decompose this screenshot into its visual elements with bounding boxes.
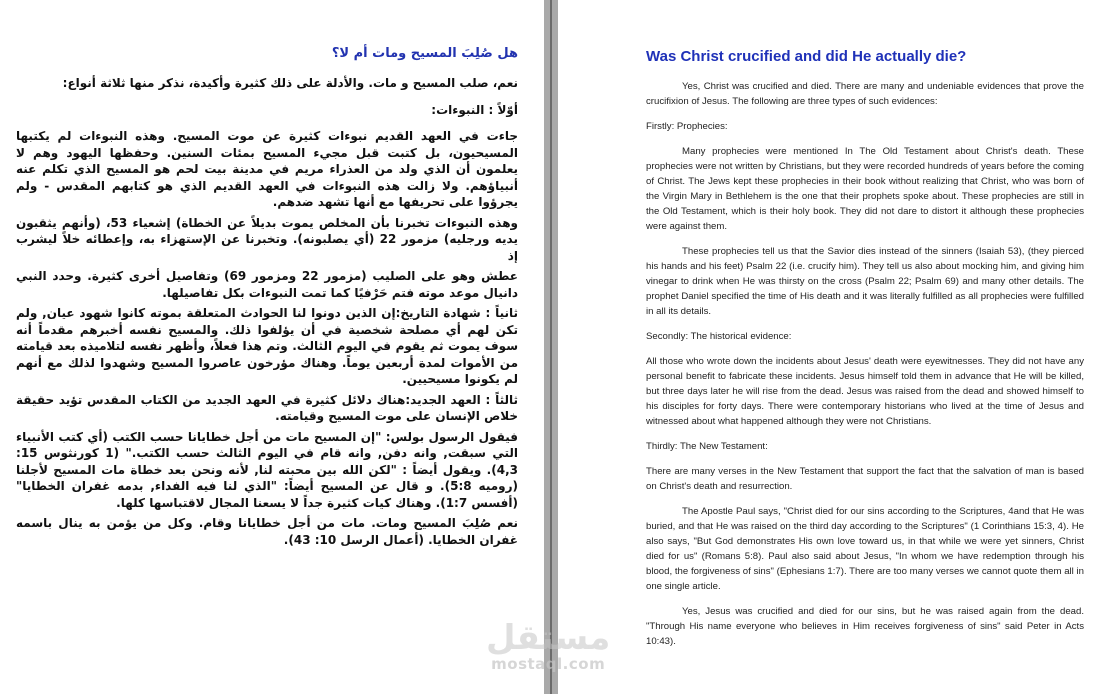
english-heading-new-testament: Thirdly: The New Testament:	[646, 441, 768, 452]
arabic-paragraph-2: وهذه النبوءات تخبرنا بأن المخلص يموت بديلاً عن الخطاة) إشعياء 53، (وأنهم يثقبون يديه ورجليه) مزمور 22 (أي يصلبونه). وتخبرنا عن الإستهزاء به، وإعطائه خلاً ليشرب إذ	[16, 215, 519, 263]
english-title: Was Christ crucified and did He actually die?	[646, 48, 967, 65]
english-paragraph-4: There are many verses in the New Testament that support the fact that the salvation of man is based on Christ's death and resurrection.	[646, 466, 1084, 492]
arabic-page	[0, 0, 544, 694]
english-paragraph-2: These prophecies tell us that the Savior dies instead of the sinners (Isaiah 53), (they pierced his hands and his feet) Psalm 22 (i.e. crucify him). They tell us also about mocking him, and giving him vinegar to drink when He was thirsty on the cross (Psalm 22; Psalm 69) and many other details. The prophet Daniel specified the time of His death and it was literally fulfilled as all prophecies were fulfilled in all its details.	[646, 246, 1084, 317]
page-divider	[544, 0, 558, 694]
arabic-paragraph-4: ثانياً : شهادة التاريخ:إن الذين دونوا لنا الحوادث المتعلقة بموته كانوا شهود عيان, ولم تكن لهم أي مصلحة شخصية في أن يؤلفوا ذلك. والمسيح نفسه أخبرهم مقدماً أنه سوف يموت ثم يقوم في اليوم الثالث. وتم هذا فعلاً، وأظهر نفسه لتلاميذه بعد قيامته من الأموات لمدة أربعين يوماً. وهناك مؤرخون عاصروا المسيح وشهدوا لذلك مع أنهم لم يكونوا مسيحيين.	[16, 306, 518, 386]
english-paragraph-5: The Apostle Paul says, "Christ died for our sins according to the Scriptures, 4and that He was buried, and that He was raised on the third day according to the Scriptures" (1 Corinthians 15:3, 4). He also says, "But God demonstrates His own love toward us, in that while we were yet sinners, Christ died for us" (Romans 5:8). Paul also said about Jesus, "In whom we have redemption through his blood, the forgiveness of sins" (Ephesians 1:7). There are too many verses we cannot quote them all in one single article.	[646, 506, 1084, 592]
arabic-paragraph-5: ثالثاً : العهد الجديد:هناك دلائل كثيرة في العهد الجديد من الكتاب المقدس تؤيد حقيقة خلاص الإنسان على موت المسيح وقيامته.	[16, 392, 518, 423]
english-paragraph-1: Many prophecies were mentioned In The Old Testament about Christ's death. These prophecies were not written by Christians, but they were recorded hundreds of years before the coming of Christ. The Jews kept these prophecies in their book without realizing that Christ, who was born of the Virgin Mary in Bethlehem is the one that their prophets spoke about. These prophecies are still in the Old Testament, which is their holy book. They did not dare to distort it although these prophecies were against them.	[646, 146, 1084, 232]
english-paragraph-6: Yes, Jesus was crucified and died for our sins, but he was raised again from the dead. "Through His name everyone who believes in Him receives forgiveness of sins" said Peter in Acts 10:43).	[646, 606, 1084, 647]
divider-line	[550, 0, 552, 694]
arabic-intro: نعم، صلب المسيح و مات. والأدلة على ذلك كثيرة وأكيدة، نذكر منها ثلاثة أنواع:	[62, 76, 518, 90]
english-intro: Yes, Christ was crucified and died. There are many and undeniable evidences that prove the crucifixion of Jesus. The following are three types of such evidences:	[646, 81, 1084, 107]
english-paragraph-3: All those who wrote down the incidents about Jesus' death were eyewitnesses. They did not have any personal benefit to fabricate these incidents. Jesus himself told them in advance that He will be killed, but three days later he will rise from the dead. Jesus was raised from the dead and showed himself to his disciples for forty days. There were contemporary historians who lived at the time of Jesus and witnessed about what happened although they were not Christians.	[646, 356, 1084, 427]
arabic-paragraph-6: فيقول الرسول بولس: "إن المسيح مات من أجل خطايانا حسب الكتب (أي كتب الأنبياء التي سبقت, وانه دفن, وانه قام في اليوم الثالث حسب الكتب." (1 كورنثوس 15: 4,3). ويقول أيضاً : "لكن الله بين محبته لنا, لأنه ونحن بعد خطاة مات المسيح لأجلنا (روميه 5:8). و قال عن المسيح أيضاً: "الذي لنا فيه الفداء, بدمه غفران الخطايا" (أفسس 1:7). وهناك كيات كثيرة جداً لا يسعنا المجال لاقتباسها كلها.	[16, 429, 518, 510]
english-heading-historical: Secondly: The historical evidence:	[646, 331, 792, 342]
watermark-latin: mostaql.com	[491, 655, 606, 673]
watermark-arabic: مستقل	[486, 618, 611, 658]
english-heading-prophecies: Firstly: Prophecies:	[646, 121, 728, 132]
arabic-paragraph-1: جاءت في العهد القديم نبوءات كثيرة عن موت المسيح. وهذه النبوءات لم يكتبها المسيحيون، بل كتبت قبل مجيء المسيح بمئات السنين. وحفظها اليهود وهم لا يعلمون أن الذي ولد من العذراء مريم في مدينة بيت لحم هو المسيح الذي تكلم عنه أنبياؤهم. ولا زالت هذه النبوءات في العهد القديم الذي هو كتابهم المقدس - ولم يجرؤوا على تحريفها مع أنها تشهد ضدهم.	[16, 129, 518, 209]
arabic-paragraph-3: عطش وهو على الصليب (مزمور 22 ومزمور 69) وتفاصيل أخرى كثيرة. وحدد النبي دانيال موعد موته فتم حَرْفيًا كما تمت النبوءات بكل تفاصيلها.	[16, 269, 519, 300]
english-page	[558, 0, 1102, 694]
arabic-title: هل صُلِبَ المسيح ومات أم لا؟	[331, 46, 518, 61]
arabic-heading-prophecies: أوّلاً : النبوءات:	[431, 102, 518, 117]
arabic-paragraph-7: نعم صُلِبَ المسيح ومات. مات من أجل خطايانا وقام. وكل من يؤمن به ينال باسمه غفران الخطايا. (أعمال الرسل 10: 43).	[16, 516, 518, 547]
